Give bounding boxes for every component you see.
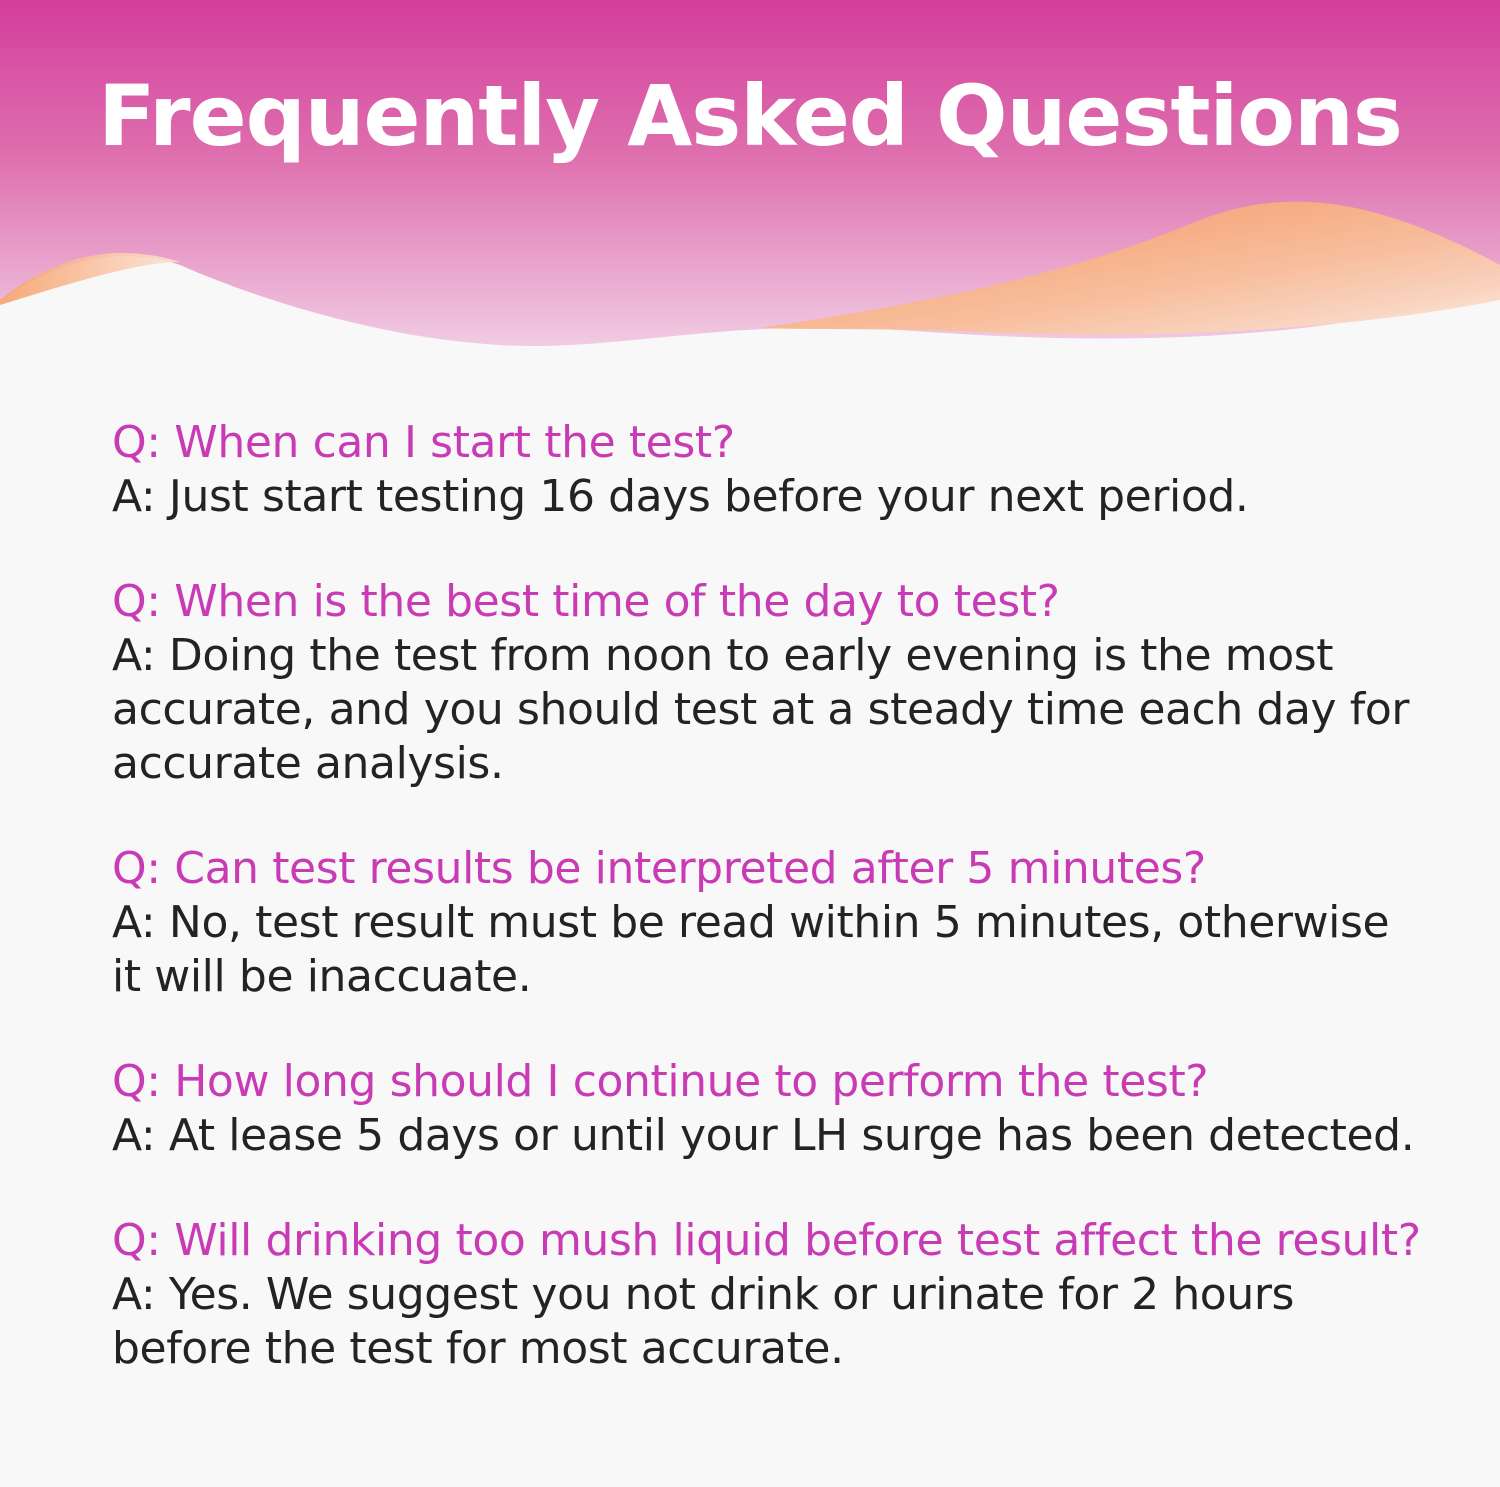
faq-item — [112, 575, 1422, 791]
faq-answer: A: Doing the test from noon to early evening is the most accurate, and you should test at a steady time each day for accurate analysis. — [112, 630, 1410, 789]
faq-question: Q: When is the best time of the day to test? — [112, 576, 1060, 627]
faq-item — [112, 416, 1422, 524]
header-wave-background — [0, 0, 1500, 380]
faq-question: Q: Can test results be interpreted after 5 minutes? — [112, 843, 1206, 894]
faq-question: Q: Will drinking too mush liquid before test affect the result? — [112, 1215, 1421, 1266]
header-banner — [0, 0, 1500, 380]
page-title: Frequently Asked Questions — [98, 67, 1402, 165]
faq-question: Q: When can I start the test? — [112, 417, 735, 468]
faq-question: Q: How long should I continue to perform the test? — [112, 1056, 1209, 1107]
faq-item — [112, 1055, 1422, 1163]
faq-answer: A: Just start testing 16 days before your next period. — [112, 471, 1249, 522]
faq-answer: A: Yes. We suggest you not drink or urinate for 2 hours before the test for most accurate. — [112, 1269, 1295, 1374]
faq-item — [112, 1214, 1422, 1376]
faq-answer: A: No, test result must be read within 5 minutes, otherwise it will be inaccuate. — [112, 897, 1390, 1002]
faq-item — [112, 842, 1422, 1004]
faq-answer: A: At lease 5 days or until your LH surge has been detected. — [112, 1110, 1415, 1161]
faq-list — [112, 416, 1422, 1376]
